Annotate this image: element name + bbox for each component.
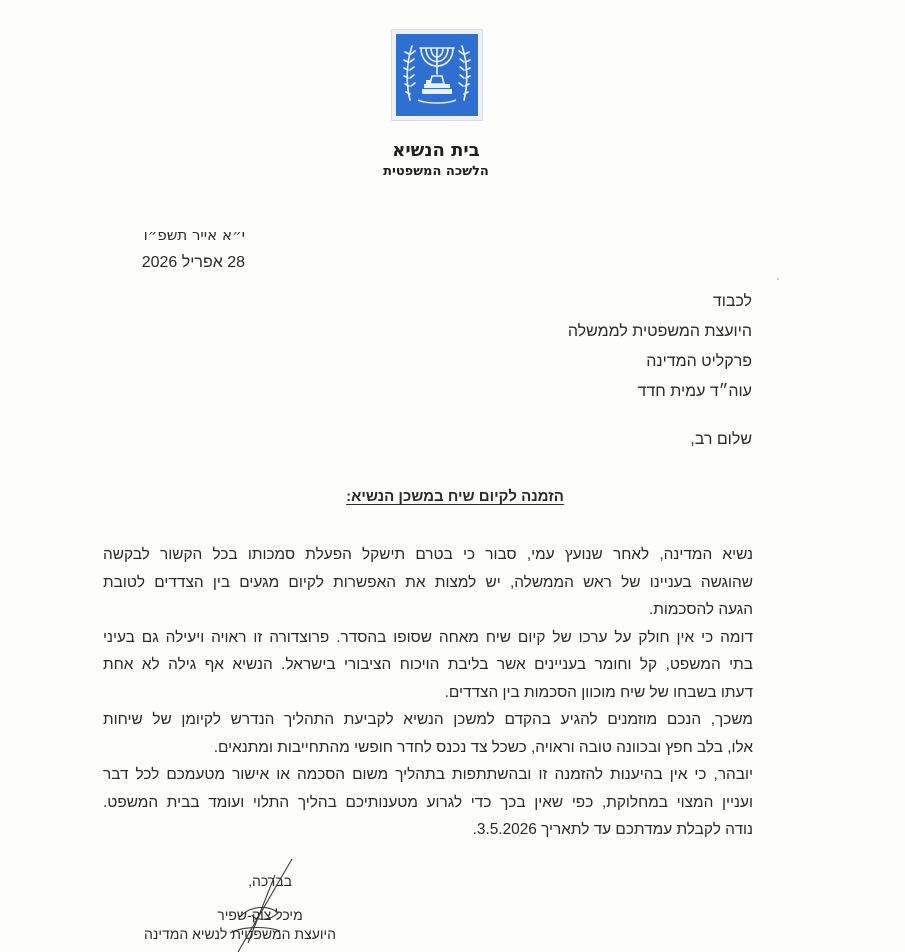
- state-emblem-icon: [391, 29, 483, 121]
- recipient-salutation: לכבוד: [712, 293, 752, 310]
- signatory-name: מיכל צוק-שפיר: [217, 907, 303, 923]
- body-line: יובהר, כי אין בהיענות להזמנה זו ובהשתתפות בתהליך משום הסכמה או אישור מטעמכם לכל דבר: [103, 766, 753, 783]
- body-line: נשיא המדינה, לאחר שנועץ עמי, סבור כי בטרם תישקל הפעלת סמכותו בכל הקשור לבקשה: [103, 546, 753, 563]
- letter-body: [103, 541, 753, 844]
- office-title: בית הנשיא: [392, 140, 480, 161]
- scan-speck: [777, 278, 779, 280]
- closing: בברכה,: [248, 873, 292, 889]
- body-line: הגעה להסכמות.: [648, 601, 753, 618]
- letter-subject: הזמנה לקיום שיח במשכן הנשיא:: [346, 488, 564, 505]
- body-line: אלו, בלב חפץ ובכוונה טובה וראויה, כשכל צד נכנס לחדר חופשי מהתחייבות ומתנאים.: [213, 738, 753, 756]
- office-subtitle: הלשכה המשפטית: [383, 164, 489, 179]
- body-line: ועניין המצוי במחלוקת, כפי שאין בכך כדי לגרוע מטענותיכם בהליך התלוי ועומד בבית המשפט.: [103, 793, 753, 811]
- body-line: משכך, הנכם מוזמנים להגיע בהקדם למשכן הנשיא לקביעת התהליך הנדרש לקיומן של שיחות: [103, 711, 753, 728]
- recipient-lawyer: עוה״ד עמית חדד: [637, 383, 752, 400]
- body-line: בתי המשפט, קל וחומר בעניינים אשר בליבת הויכוח הציבורי בישראל. הנשיא אף גילה לא אחת: [103, 656, 753, 673]
- emblem-background: [396, 34, 478, 116]
- body-line: שהוגשה בעניינו של ראש הממשלה, יש למצות את האפשרות לקיום מגעים בין הצדדים לטובת: [103, 573, 753, 591]
- menorah-icon: [396, 34, 478, 116]
- gregorian-date: 28 אפריל 2026: [141, 254, 245, 271]
- recipient-attorney-general: היועצת המשפטית לממשלה: [567, 323, 752, 340]
- recipient-state-attorney: פרקליט המדינה: [646, 353, 752, 370]
- body-line: דעתו בשבחו של שיח מוכוון הסכמות בין הצדדים.: [444, 683, 753, 701]
- body-line: נודה לקבלת עמדתכם עד לתאריך 3.5.2026.: [472, 821, 753, 838]
- body-line: דומה כי אין חולק על ערכו של קיום שיח מאחה שסופו בהסדר. פרוצדורה זו ראויה ויעילה גם בעיני: [103, 628, 753, 646]
- recipients-block: [568, 287, 752, 407]
- signatory-title: היועצת המשפטית לנשיא המדינה: [144, 926, 336, 942]
- hebrew-date: י״א אייר תשפ״ו: [143, 226, 245, 244]
- greeting: שלום רב,: [690, 431, 752, 448]
